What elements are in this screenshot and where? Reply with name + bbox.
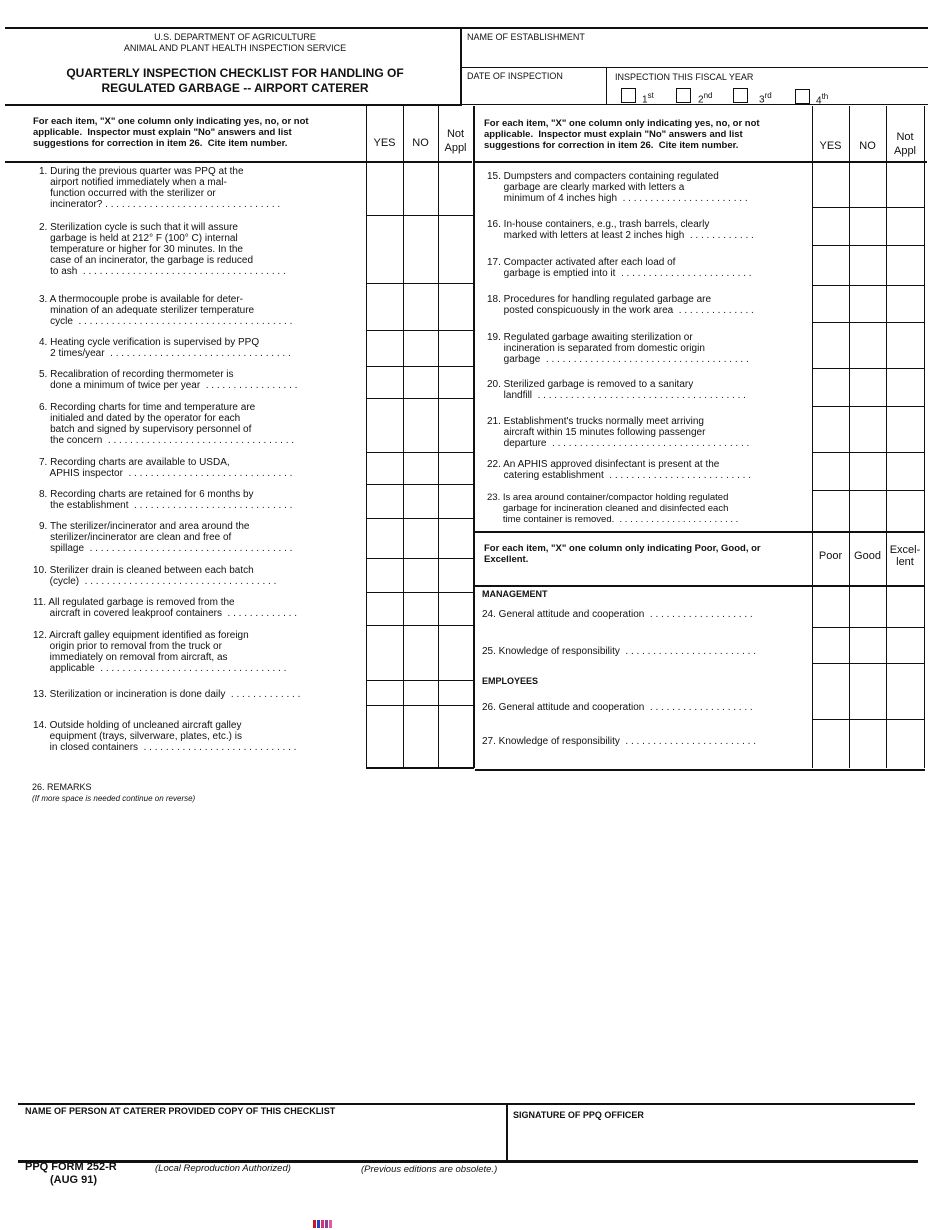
checklist-item-11: 11. All regulated garbage is removed from the aircraft in covered leakproof containers . . . . . . . . . . . . . [33, 597, 297, 619]
form-title-line2: REGULATED GARBAGE -- AIRPORT CATERER [101, 81, 369, 95]
quarter-2-suffix: nd [703, 91, 713, 100]
rating-item-26: 26. General attitude and cooperation . . . . . . . . . . . . . . . . . . . [482, 702, 753, 713]
checklist-item-5: 5. Recalibration of recording thermometer is done a minimum of twice per year . . . . . . . . . . . . . . . . . [39, 369, 298, 391]
checklist-item-19: 19. Regulated garbage awaiting sterilization or incineration is separated from domestic origin garbage . . . . . . . . . . . . . . . . . . . . . . . . . . . . . . . . . . . . . [487, 332, 749, 365]
agency-division: ANIMAL AND PLANT HEALTH INSPECTION SERVICE [123, 43, 347, 53]
checklist-item-7: 7. Recording charts are available to USDA, APHIS inspector . . . . . . . . . . . . . . . . . . . . . . . . . . . . . . [39, 457, 293, 479]
quarter-4-option[interactable] [795, 88, 845, 107]
quarter-1-number: 1 [642, 94, 648, 106]
establishment-label: NAME OF ESTABLISHMENT [467, 32, 585, 42]
right-yes-header: YES [819, 140, 842, 152]
checklist-item-23: 23. Is area around container/compactor holding regulated garbage for incineration cleaned and disinfected each time container is removed. . . . . . . . . . . . . . . . . . . . . . . . [487, 492, 739, 525]
date-field[interactable] [462, 82, 605, 104]
form-date: (AUG 91) [50, 1174, 98, 1186]
checklist-item-14: 14. Outside holding of uncleaned aircraft galley equipment (trays, silverware, plates, etc.) is in closed containers . . . . . . . . . . . . . . . . . . . . . . . . . . . . [33, 720, 297, 753]
quarter-3-checkbox[interactable] [733, 88, 748, 103]
form-number: PPQ FORM 252-R [25, 1161, 117, 1173]
checklist-item-9: 9. The sterilizer/incinerator and area around the sterilizer/incinerator are clean and free of spillage . . . . . . . . . . . . . . . . . . . . . . . . . . . . . . . . . . . . . [39, 521, 293, 554]
signature-label: SIGNATURE OF PPQ OFFICER [513, 1110, 644, 1120]
right-answer-grid[interactable] [813, 162, 924, 531]
registration-marks [313, 1220, 334, 1228]
caterer-name-label: NAME OF PERSON AT CATERER PROVIDED COPY OF THIS CHECKLIST [25, 1106, 336, 1116]
checklist-item-10: 10. Sterilizer drain is cleaned between each batch (cycle) . . . . . . . . . . . . . . . . . . . . . . . . . . . . . . . . . . . [33, 565, 277, 587]
management-label: MANAGEMENT [482, 589, 548, 599]
right-na-header: Not Appl [893, 131, 917, 157]
checklist-item-4: 4. Heating cycle verification is supervised by PPQ 2 times/year . . . . . . . . . . . . . . . . . . . . . . . . . . . . . . . . . [39, 337, 291, 359]
checklist-item-3: 3. A thermocouple probe is available for deter- mination of an adequate sterilizer temperature cycle . . . . . . . . . . . . . . . . . . . . . . . . . . . . . . . . . . . . . . . [39, 294, 293, 327]
remarks-field[interactable] [20, 786, 925, 1096]
left-instructions: For each item, "X" one column only indicating yes, no, or not applicable. Inspector must explain "No" answers and list suggestions for correction in item 26. Cite item number. [33, 116, 309, 149]
quarter-2-option[interactable] [676, 87, 726, 106]
checklist-item-1: 1. During the previous quarter was PPQ at the airport notified immediately when a mal- function occurred with the sterilizer or incinerator? . . . . . . . . . . . . . . . . . . . . . . . . . . . . . . . . [39, 166, 281, 210]
rating-instructions: For each item, "X" one column only indicating Poor, Good, or Excellent. [484, 543, 761, 565]
quarter-1-suffix: st [647, 91, 654, 100]
checklist-item-6: 6. Recording charts for time and temperature are initialed and dated by the operator for each batch and signed by supervisory personnel of the concern . . . . . . . . . . . . . . . . . . . . . . . . . . . . . . . . . . [39, 402, 295, 446]
checklist-item-2: 2. Sterilization cycle is such that it will assure garbage is held at 212° F (100° C) internal temperature or higher for 30 minutes. In the case of an incinerator, the garbage is reduced to ash . . . . . . . . . . . . . . . . . . . . . . . . . . . . . . . . . . . . . [39, 222, 286, 277]
left-na-header: Not Appl [444, 128, 467, 154]
checklist-item-16: 16. In-house containers, e.g., trash barrels, clearly marked with letters at least 2 inches high . . . . . . . . . . . . [487, 219, 754, 241]
fiscal-year-label: INSPECTION THIS FISCAL YEAR [615, 72, 754, 82]
quarter-1-checkbox[interactable] [621, 88, 636, 103]
left-no-header: NO [412, 137, 429, 149]
quarter-2-checkbox[interactable] [676, 88, 691, 103]
quarter-3-number: 3 [759, 94, 765, 106]
checklist-item-20: 20. Sterilized garbage is removed to a sanitary landfill . . . . . . . . . . . . . . . . . . . . . . . . . . . . . . . . . . . . . . [487, 379, 746, 401]
poor-header: Poor [818, 550, 843, 562]
quarter-4-checkbox[interactable] [795, 89, 810, 104]
form-title-line1: QUARTERLY INSPECTION CHECKLIST FOR HANDLING OF [66, 66, 404, 80]
date-label: DATE OF INSPECTION [467, 71, 563, 81]
checklist-item-17: 17. Compacter activated after each load of garbage is emptied into it . . . . . . . . . . . . . . . . . . . . . . . . [487, 257, 752, 279]
checklist-item-21: 21. Establishment's trucks normally meet arriving aircraft within 15 minutes following passenger departure . . . . . . . . . . . . . . . . . . . . . . . . . . . . . . . . . . . . [487, 416, 750, 449]
reproduction-note: (Local Reproduction Authorized) [155, 1163, 291, 1174]
signature-field[interactable] [510, 1122, 915, 1158]
right-no-header: NO [859, 140, 876, 152]
rating-item-25: 25. Knowledge of responsibility . . . . . . . . . . . . . . . . . . . . . . . . [482, 646, 756, 657]
left-yes-header: YES [373, 137, 396, 149]
checklist-item-22: 22. An APHIS approved disinfectant is present at the catering establishment . . . . . . . . . . . . . . . . . . . . . . . . . . [487, 459, 751, 481]
quarter-4-suffix: th [821, 92, 829, 101]
right-instructions: For each item, "X" one column only indicating yes, no, or not applicable. Inspector must explain "No" answers and list suggestions for correction in item 26. Cite item number. [484, 118, 760, 151]
rating-item-27: 27. Knowledge of responsibility . . . . . . . . . . . . . . . . . . . . . . . . [482, 736, 756, 747]
checklist-item-8: 8. Recording charts are retained for 6 months by the establishment . . . . . . . . . . . . . . . . . . . . . . . . . . . . . [39, 489, 293, 511]
quarter-2-number: 2 [698, 94, 704, 106]
quarter-1-option[interactable] [621, 87, 671, 106]
quarter-3-suffix: rd [764, 91, 772, 100]
checklist-item-15: 15. Dumpsters and compacters containing regulated garbage are clearly marked with letters a minimum of 4 inches high . . . . . . . . . . . . . . . . . . . . . . . [487, 171, 748, 204]
remarks-note: (If more space is needed continue on reverse) [32, 794, 196, 803]
caterer-name-field[interactable] [20, 1118, 504, 1158]
excellent-header: Excel- lent [889, 544, 921, 568]
left-answer-grid[interactable] [367, 162, 473, 767]
checklist-item-13: 13. Sterilization or incineration is done daily . . . . . . . . . . . . . [33, 689, 301, 700]
employees-label: EMPLOYEES [482, 676, 539, 686]
rating-answer-grid[interactable] [813, 587, 924, 769]
checklist-item-12: 12. Aircraft galley equipment identified as foreign origin prior to removal from the truck or immediately on removal from aircraft, as applicable . . . . . . . . . . . . . . . . . . . . . . . . . . . . . . . . . . [33, 630, 287, 674]
checklist-item-18: 18. Procedures for handling regulated garbage are posted conspicuously in the work area . . . . . . . . . . . . . . [487, 294, 754, 316]
good-header: Good [854, 550, 881, 562]
agency-name: U.S. DEPARTMENT OF AGRICULTURE [154, 32, 316, 42]
rating-item-24: 24. General attitude and cooperation . . . . . . . . . . . . . . . . . . . [482, 609, 753, 620]
quarter-4-number: 4 [816, 95, 822, 107]
establishment-field[interactable] [462, 44, 928, 66]
quarter-3-option[interactable] [733, 87, 783, 106]
remarks-label: 26. REMARKS [32, 782, 92, 792]
obsolete-note: (Previous editions are obsolete.) [361, 1164, 498, 1175]
